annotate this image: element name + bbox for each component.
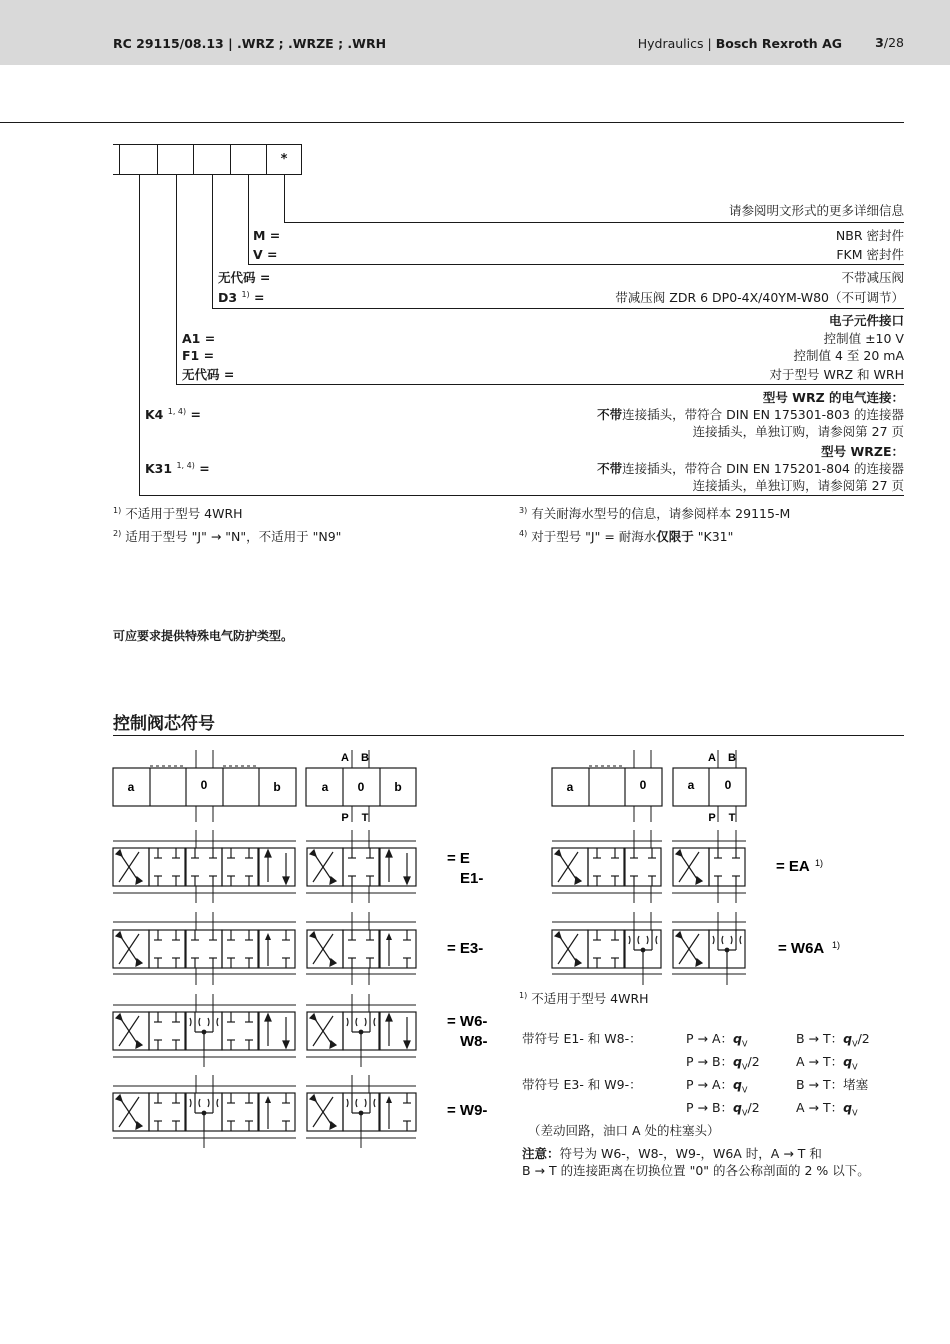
- label-b-3pos: b: [394, 780, 402, 794]
- symbol-EA-2pos: [672, 830, 746, 903]
- footnote-2: $^{2)}$ 适用于型号 "J" → "N"，不适用于 "N9": [113, 528, 342, 544]
- reducer-d3-code: D3 $^{1)}$ =: [218, 289, 265, 305]
- conn-wrze-heading: 型号 WRZE：: [821, 444, 904, 459]
- special-protection-note: 可应要求提供特殊电气防护类型。: [113, 629, 294, 643]
- eq-E: = E: [447, 850, 470, 867]
- flow-diff-note: （差动回路，油口 A 处的柱塞头）: [528, 1123, 720, 1138]
- header-doc-ref: RC 29115/08.13 | .WRZ ; .WRZE ; .WRH: [113, 36, 387, 51]
- header-symbol-ea-2pos: [673, 750, 746, 824]
- eq-E1: E1-: [460, 870, 484, 887]
- eq-EA-sup: 1): [815, 858, 824, 868]
- port-A-ea: A: [708, 752, 716, 764]
- flow-note-line2: B → T 的连接距离在切换位置 "0" 的各公称剖面的 2 % 以下。: [522, 1163, 870, 1178]
- symbol-E3-4pos: [113, 912, 296, 985]
- eq-W6A: = W6A: [778, 940, 825, 957]
- header-symbol-ea-3pos: [552, 750, 662, 822]
- port-B: B: [361, 752, 369, 764]
- footnote-3: $^{3)}$ 有关耐海水型号的信息，请参阅样本 29115-M: [519, 505, 791, 521]
- symbol-W6-3pos: [306, 994, 416, 1067]
- seal-v-desc: FKM 密封件: [836, 247, 904, 262]
- section-title-spool-symbols: 控制阀芯符号: [113, 714, 215, 734]
- seal-v-code: V =: [253, 247, 278, 262]
- elec-f1-code: F1 =: [182, 348, 215, 363]
- flow-row4-c1: P → B：$q_V/2$: [686, 1100, 760, 1118]
- flow-row1-label: 带符号 E1- 和 W8-：: [522, 1031, 642, 1046]
- elec-none-desc: 对于型号 WRZ 和 WRH: [769, 367, 904, 382]
- k4-desc-2: 连接插头，单独订购，请参阅第 27 页: [692, 424, 904, 439]
- label-a: a: [127, 780, 135, 794]
- port-A: A: [341, 752, 349, 764]
- eq-E3: = E3-: [447, 940, 484, 957]
- seal-m-code: M =: [253, 228, 281, 243]
- flow-row3-label: 带符号 E3- 和 W9-：: [522, 1077, 642, 1092]
- footnote-4: $^{4)}$ 对于型号 "J" = 耐海水仅限于 "K31": [519, 528, 734, 544]
- header-page-number: 3/28: [875, 35, 904, 50]
- seal-m-desc: NBR 密封件: [835, 228, 904, 243]
- symbol-W6A-3pos: [552, 912, 662, 985]
- k31-desc-2: 连接插头，单独订购，请参阅第 27 页: [692, 478, 904, 493]
- footnote-1: $^{1)}$ 不适用于型号 4WRH: [113, 505, 243, 521]
- label-zero-3pos: 0: [357, 780, 365, 794]
- eq-W8: W8-: [460, 1033, 488, 1050]
- flow-row1-c2: B → T：$q_V/2$: [796, 1031, 870, 1049]
- elec-a1-desc: 控制值 ±10 V: [823, 331, 904, 346]
- port-T-ea: T: [728, 812, 736, 824]
- symbol-W6-4pos: [113, 994, 296, 1067]
- reducer-none-desc: 不带减压阀: [841, 270, 904, 285]
- label-a-ea: a: [566, 780, 574, 794]
- flow-row3-c1: P → A：$q_V$: [686, 1077, 748, 1095]
- eq-W6: = W6-: [447, 1013, 488, 1030]
- flow-row1-c1: P → A：$q_V$: [686, 1031, 748, 1049]
- flow-row3-c2: B → T：堵塞: [796, 1077, 869, 1092]
- k4-desc: 不带连接插头，带符合 DIN EN 175301-803 的连接器: [597, 407, 904, 422]
- symbol-W9-3pos: [306, 1075, 416, 1148]
- label-zero-ea-2: 0: [724, 778, 732, 792]
- k31-code: K31 $^{1, 4)}$ =: [145, 460, 210, 476]
- elec-f1-desc: 控制值 4 至 20 mA: [793, 348, 904, 363]
- elec-a1-code: A1 =: [182, 331, 216, 346]
- symbol-E3-3pos: [306, 912, 416, 985]
- label-b: b: [273, 780, 281, 794]
- reducer-none-code: 无代码 =: [218, 270, 271, 285]
- more-info-text: 请参阅明文形式的更多详细信息: [728, 203, 904, 218]
- symbol-E-4pos: [113, 830, 296, 903]
- label-zero: 0: [200, 778, 208, 792]
- port-P: P: [341, 812, 349, 824]
- eq-W9: = W9-: [447, 1102, 488, 1119]
- flow-row2-c1: P → B：$q_V/2$: [686, 1054, 760, 1072]
- flow-row2-c2: A → T：$q_V$: [796, 1054, 858, 1072]
- elec-heading: 电子元件接口: [828, 313, 904, 328]
- header-symbol-3pos: [306, 750, 416, 824]
- symbols-footnote: $^{1)}$ 不适用于型号 4WRH: [519, 990, 649, 1006]
- header-company: Hydraulics | Bosch Rexroth AG: [637, 36, 842, 51]
- flow-note-line1: 注意：符号为 W6-，W8-，W9-，W6A 时，A → T 和: [522, 1146, 822, 1161]
- eq-EA: = EA: [776, 858, 810, 875]
- k31-desc: 不带连接插头，带符合 DIN EN 175201-804 的连接器: [597, 461, 904, 476]
- label-a-ea-2: a: [687, 778, 695, 792]
- eq-W6A-sup: 1): [832, 940, 841, 950]
- symbol-E-3pos: [306, 830, 416, 903]
- header-symbol-4pos: [113, 750, 296, 822]
- label-a-3pos: a: [321, 780, 329, 794]
- symbol-W9-4pos: [113, 1075, 296, 1148]
- conn-wrz-heading: 型号 WRZ 的电气连接：: [762, 390, 904, 405]
- port-B-ea: B: [728, 752, 736, 764]
- symbol-EA-3pos: [552, 830, 662, 903]
- port-P-ea: P: [708, 812, 716, 824]
- elec-none-code: 无代码 =: [182, 367, 235, 382]
- label-zero-ea: 0: [639, 778, 647, 792]
- k4-code: K4 $^{1, 4)}$ =: [145, 406, 201, 422]
- port-T: T: [361, 812, 369, 824]
- reducer-d3-desc: 带减压阀 ZDR 6 DP0-4X/40YM-W80（不可调节）: [615, 290, 904, 305]
- symbol-W6A-2pos: [672, 912, 746, 985]
- flow-row4-c2: A → T：$q_V$: [796, 1100, 858, 1118]
- order-box-star: *: [266, 144, 302, 175]
